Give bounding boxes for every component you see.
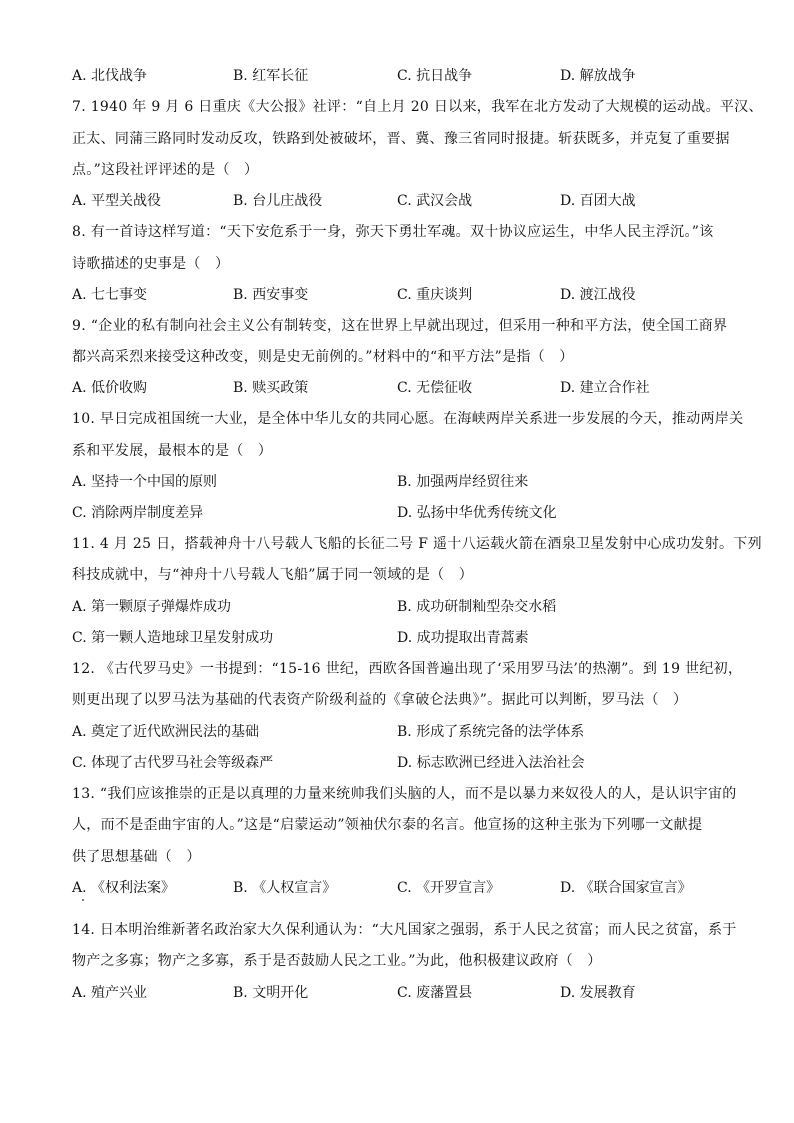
question-9-line-2: 都兴高采烈来接受这种改变，则是史无前例的。”材料中的“和平方法”是指（ ） xyxy=(72,349,574,365)
option-a: A. 北伐战争 xyxy=(72,68,148,84)
question-13-option-d: D. 《联合国家宣言》 xyxy=(560,880,692,896)
question-14-option-c: C. 废藩置县 xyxy=(397,985,473,1001)
question-13-line-3: 供了思想基础（ ） xyxy=(72,849,201,865)
question-10-line-2: 系和平发展，最根本的是（ ） xyxy=(72,443,273,459)
question-10-option-a: A. 坚持一个中国的原则 xyxy=(72,474,218,490)
question-10-option-d: D. 弘扬中华优秀传统文化 xyxy=(397,505,557,521)
question-13-option-b: B. 《人权宣言》 xyxy=(233,880,337,896)
option-d: D. 解放战争 xyxy=(560,68,636,84)
question-13-option-a: A. 《权利法案》 xyxy=(72,880,176,896)
question-12-option-b: B. 形成了系统完备的法学体系 xyxy=(397,724,585,740)
question-8-option-b: B. 西安事变 xyxy=(233,287,309,303)
question-11-line-2: 科技成就中，与“神舟十八号载人飞船”属于同一领域的是（ ） xyxy=(72,567,474,583)
question-12-line-1: 12. 《古代罗马史》一书提到：“15-16 世纪，西欧各国普遍出现了‘采用罗马法’的热潮”。到 19 世纪初， xyxy=(72,661,743,677)
question-11-line-1: 11. 4 月 25 日，搭载神舟十八号载人飞船的长征二号 F 遥十八运载火箭在酒泉卫星发射中心成功发射。下列 xyxy=(72,536,762,552)
question-11-option-b: B. 成功研制籼型杂交水稻 xyxy=(397,599,557,615)
question-12-option-c: C. 体现了古代罗马社会等级森严 xyxy=(72,755,274,771)
question-9-option-b: B. 赎买政策 xyxy=(233,380,309,396)
question-11-option-c: C. 第一颗人造地球卫星发射成功 xyxy=(72,630,274,646)
question-8-option-c: C. 重庆谈判 xyxy=(397,287,473,303)
question-8-option-d: D. 渡江战役 xyxy=(560,287,636,303)
option-c: C. 抗日战争 xyxy=(397,68,473,84)
question-9-option-a: A. 低价收购 xyxy=(72,380,148,396)
question-14-option-d: D. 发展教育 xyxy=(560,985,636,1001)
question-8-line-1: 8. 有一首诗这样写道：“天下安危系于一身，弥天下勇壮军魂。双十协议应运生，中华人民主浮沉。”该 xyxy=(72,224,714,240)
question-7-option-c: C. 武汉会战 xyxy=(397,193,473,209)
stray-dot-mark xyxy=(82,899,84,901)
question-9-option-d: D. 建立合作社 xyxy=(560,380,650,396)
question-7-line-2: 正太、同蒲三路同时发动反攻，铁路到处被破坏，晋、冀、豫三省同时报捷。斩获既多，并克复了重要据 xyxy=(72,131,730,147)
question-10-option-c: C. 消除两岸制度差异 xyxy=(72,505,204,521)
question-11-option-d: D. 成功提取出青蒿素 xyxy=(397,630,529,646)
question-12-line-2: 则更出现了以罗马法为基础的代表资产阶级利益的《拿破仑法典》”。据此可以判断，罗马法（ ） xyxy=(72,692,688,708)
question-13-line-2: 人，而不是歪曲宇宙的人。”这是“启蒙运动”领袖伏尔泰的名言。他宣扬的这种主张为下列哪一文献提 xyxy=(72,817,703,833)
question-13-line-1: 13. “我们应该推崇的正是以真理的力量来统帅我们头脑的人，而不是以暴力来奴役人的人，是认识宇宙的 xyxy=(72,786,737,802)
question-12-option-a: A. 奠定了近代欧洲民法的基础 xyxy=(72,724,260,740)
question-8-line-2: 诗歌描述的史事是（ ） xyxy=(72,256,230,272)
question-9-line-1: 9. “企业的私有制向社会主义公有制转变，这在世界上早就出现过，但采用一种和平方法，使全国工商界 xyxy=(72,318,728,334)
question-7-option-d: D. 百团大战 xyxy=(560,193,636,209)
option-b: B. 红军长征 xyxy=(233,68,309,84)
question-12-option-d: D. 标志欧洲已经进入法治社会 xyxy=(397,755,585,771)
question-7-line-3: 点。”这段社评评述的是（ ） xyxy=(72,162,259,178)
question-11-option-a: A. 第一颗原子弹爆炸成功 xyxy=(72,599,232,615)
question-14-option-a: A. 殖产兴业 xyxy=(72,985,148,1001)
question-10-option-b: B. 加强两岸经贸往来 xyxy=(397,474,529,490)
question-7-option-b: B. 台儿庄战役 xyxy=(233,193,323,209)
question-10-line-1: 10. 早日完成祖国统一大业，是全体中华儿女的共同心愿。在海峡两岸关系进一步发展的今天，推动两岸关 xyxy=(72,411,744,427)
question-7-line-1: 7. 1940 年 9 月 6 日重庆《大公报》社评：“自上月 20 日以来，我军在北方发动了大规模的运动战。平汉、 xyxy=(72,99,763,115)
question-9-option-c: C. 无偿征收 xyxy=(397,380,473,396)
question-14-line-2: 物产之多寡；物产之多寡，系于是否鼓励人民之工业。”为此，他积极建议政府（ ） xyxy=(72,953,602,969)
question-14-line-1: 14. 日本明治维新著名政治家大久保利通认为：“大凡国家之强弱，系于人民之贫富；而人民之贫富，系于 xyxy=(72,922,737,938)
question-7-option-a: A. 平型关战役 xyxy=(72,193,162,209)
question-13-option-c: C. 《开罗宣言》 xyxy=(397,880,501,896)
question-8-option-a: A. 七七事变 xyxy=(72,287,148,303)
question-14-option-b: B. 文明开化 xyxy=(233,985,309,1001)
